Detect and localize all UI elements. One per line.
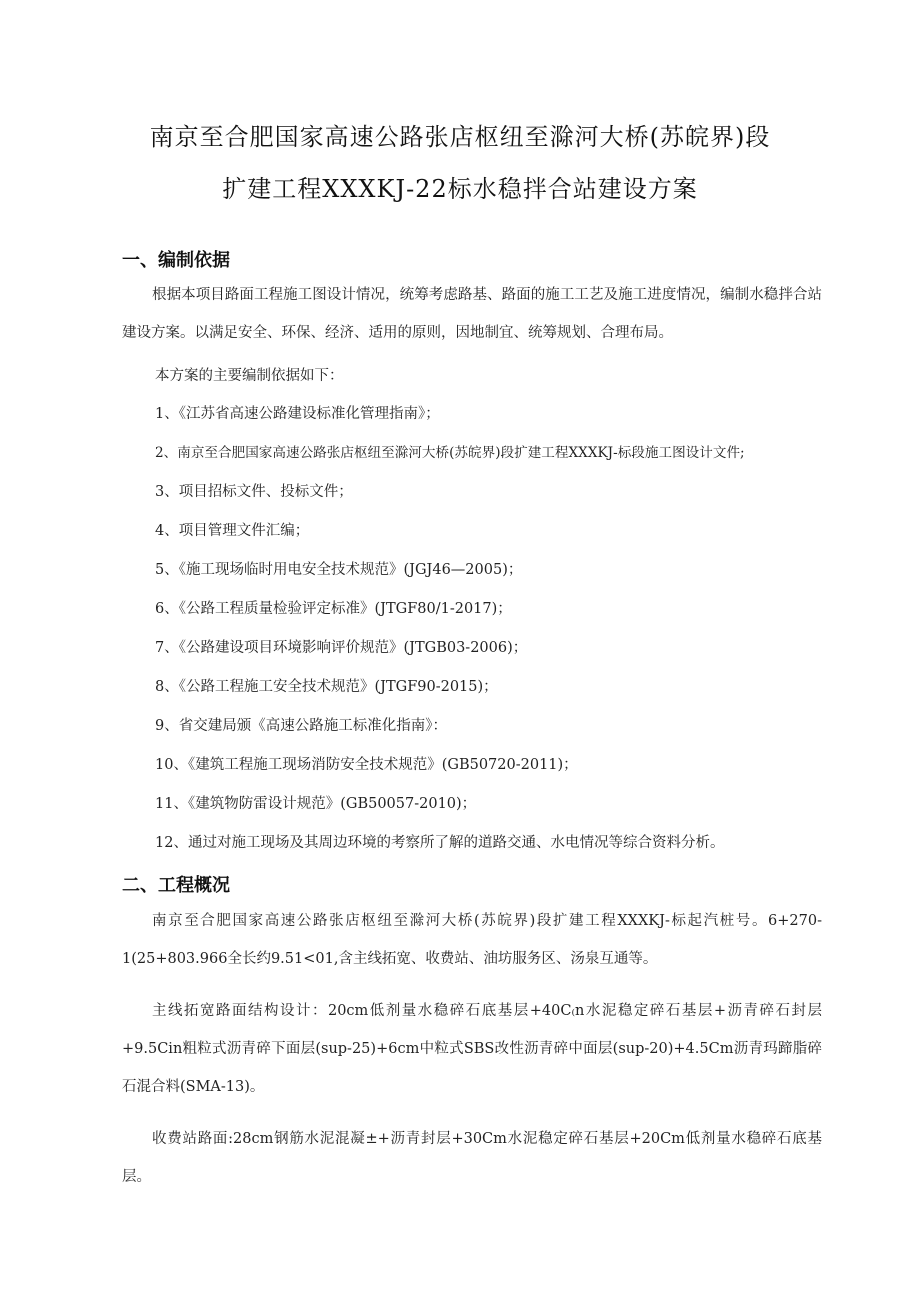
basis-list-item: 12、通过对施工现场及其周边环境的考察所了解的道路交通、水电情况等综合资料分析。 bbox=[155, 835, 725, 851]
basis-list-item: 2、南京至合肥国家高速公路张店枢纽至滁河大桥(苏皖界)段扩建工程XXXKJ-标段施工图设计文件; bbox=[155, 445, 745, 461]
document-title-line-1: 南京至合肥国家高速公路张店枢纽至滁河大桥(苏皖界)段 bbox=[149, 123, 771, 151]
section-heading-basis: 一、编制依据 bbox=[122, 250, 230, 271]
basis-list-item: 1、《江苏省高速公路建设标准化管理指南》； bbox=[155, 406, 440, 422]
overview-paragraph-1: 南京至合肥国家高速公路张店枢纽至滁河大桥(苏皖界)段扩建工程XXXKJ-标起汽桩号。6+270-1(25+803.966全长约9.51<01,含主线拓宽、收费站、油坊服务区、汤泉互通等。 bbox=[122, 913, 822, 967]
document-title-line-2: 扩建工程XXXKJ-22标水稳拌合站建设方案 bbox=[222, 175, 698, 203]
basis-list-item: 3、项目招标文件、投标文件； bbox=[155, 484, 353, 500]
basis-list-item: 5、《施工现场临时用电安全技术规范》(JGJ46—2005)； bbox=[155, 562, 523, 578]
basis-list-item: 11、《建筑物防雷设计规范》(GB50057-2010)； bbox=[155, 796, 477, 812]
basis-list-item: 7、《公路建设项目环境影响评价规范》(JTGB03-2006)； bbox=[155, 640, 528, 656]
basis-list-item: 8、《公路工程施工安全技术规范》(JTGF90-2015)； bbox=[155, 679, 498, 695]
overview-paragraph-2: 主线拓宽路面结构设计：20cm低剂量水稳碎石底基层+40C₍n水泥稳定碎石基层+沥青碎石封层+9.5Cin粗粒式沥青碎下面层(sup-25)+6cm中粒式SBS改性沥青碎中面层(sup-20)+4.5Cm沥青玛蹄脂碎石混合料(SMA-13)。 bbox=[122, 1003, 822, 1095]
basis-list-item: 4、项目管理文件汇编； bbox=[155, 523, 310, 539]
basis-lead-text: 本方案的主要编制依据如下： bbox=[155, 368, 344, 384]
basis-intro-paragraph: 根据本项目路面工程施工图设计情况，统筹考虑路基、路面的施工工艺及施工进度情况，编制水稳拌合站建设方案。以满足安全、环保、经济、适用的原则，因地制宜、统筹规划、合理布局。 bbox=[122, 287, 822, 341]
overview-paragraph-3: 收费站路面:28cm钢筋水泥混凝±+沥青封层+30Cm水泥稳定碎石基层+20Cm低剂量水稳碎石底基层。 bbox=[122, 1131, 822, 1185]
basis-list-item: 10、《建筑工程施工现场消防安全技术规范》(GB50720-2011)； bbox=[155, 757, 578, 773]
basis-list-item: 9、省交建局颁《高速公路施工标准化指南》： bbox=[155, 718, 447, 734]
basis-list-item: 6、《公路工程质量检验评定标准》(JTGF80/1-2017)； bbox=[155, 601, 512, 617]
section-heading-overview: 二、工程概况 bbox=[122, 875, 230, 896]
